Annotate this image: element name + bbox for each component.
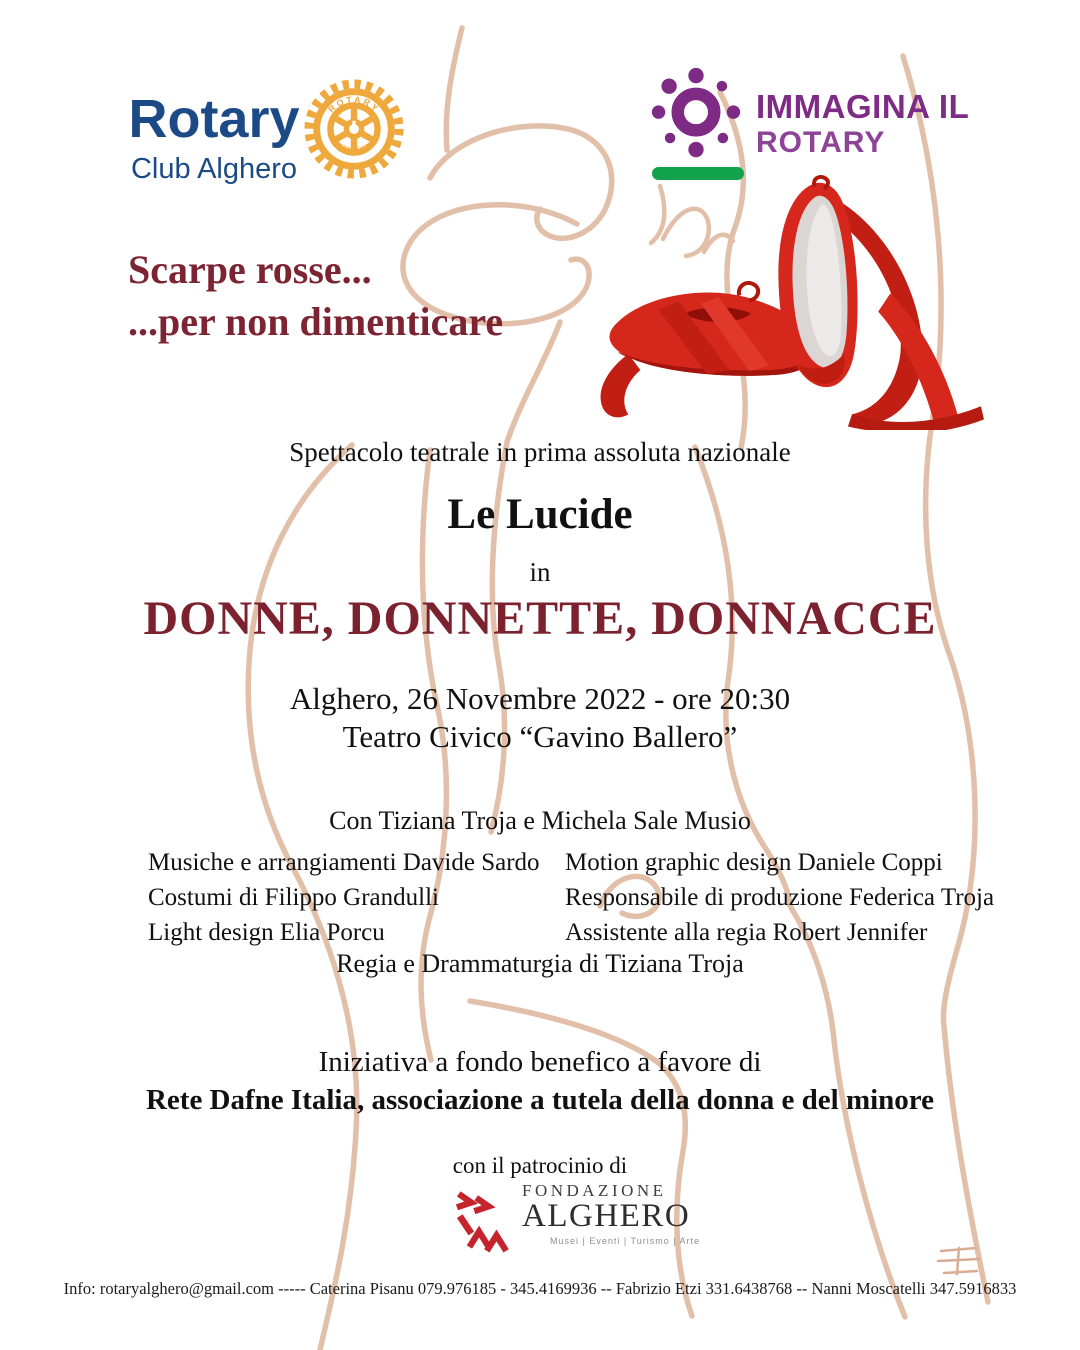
show-connector: in (529, 557, 551, 587)
credit-item: Musiche e arrangiamenti Davide Sardo (148, 849, 540, 876)
tagline (128, 244, 503, 348)
wheel-text-bottom: INTERNATIONAL (329, 134, 379, 154)
tagline-line2: ...per non dimenticare (128, 299, 504, 344)
charity-line2: Rete Dafne Italia, associazione a tutela della donna e del minore (145, 1084, 935, 1116)
rotary-wheel-icon (303, 70, 405, 188)
foundation-name-line2: ALGHERO (522, 1198, 691, 1234)
charity-line1: Iniziativa a fondo benefico a favore di (318, 1046, 762, 1078)
credits-left-column (148, 845, 588, 950)
tagline-line1: Scarpe rosse... (128, 247, 372, 292)
credit-item: Light design Elia Porcu (148, 919, 385, 946)
fondazione-alghero-mark (452, 1182, 510, 1254)
credit-item: Assistente alla regia Robert Jennifer (565, 919, 928, 946)
ribbon-lying-left (601, 354, 641, 418)
foundation-tagline: Musei | Eventi | Turismo | Arte (550, 1236, 701, 1246)
wheel-keyway (352, 121, 355, 125)
imagine-rotary-icon (648, 66, 744, 162)
rotary-club-name: Club Alghero (130, 153, 298, 185)
rotary-club-logo (118, 89, 310, 185)
imagine-ring (678, 94, 714, 130)
fondazione-alghero-logo (452, 1182, 700, 1254)
credit-item: Motion graphic design Daniele Coppi (565, 849, 943, 876)
imagine-green-bar (652, 167, 744, 180)
show-title: DONNE, DONNETTE, DONNACCE (143, 592, 937, 645)
imagine-line2: ROTARY (756, 126, 886, 159)
credit-item: Responsabile di produzione Federica Troja (565, 884, 995, 911)
fondazione-alghero-text (522, 1182, 700, 1246)
show-date: Alghero, 26 Novembre 2022 - ore 20:30 (289, 681, 791, 716)
wheel-text-top: ROTARY (326, 94, 382, 115)
company-name: Le Lucide (447, 491, 633, 538)
footer-contact-info: Info: rotaryalghero@gmail.com ----- Caterina Pisanu 079.976185 - 345.4169936 -- Fabrizio Etzi 331.6438768 -- Nanni Moscatelli 347.5916833 (63, 1279, 1017, 1298)
foundation-name-line1: FONDAZIONE (522, 1181, 667, 1200)
figure-hairline (446, 28, 462, 150)
show-kicker: Spettacolo teatrale in prima assoluta nazionale (289, 437, 791, 467)
imagine-line1: IMMAGINA IL (756, 88, 970, 125)
rotary-wordmark: Rotary (128, 89, 300, 149)
patronage-label: con il patrocinio di (452, 1153, 628, 1178)
wheel-hub-hole (349, 124, 359, 134)
credits-right-column (565, 845, 1055, 950)
starring-line: Con Tiziana Troja e Michela Sale Musio (329, 806, 751, 835)
credit-item: Costumi di Filippo Grandulli (148, 884, 439, 911)
figure-hair-sweep (430, 126, 612, 239)
imagine-rotary-wordmark (756, 90, 969, 158)
artist-signature-glyph (938, 1248, 979, 1274)
show-venue: Teatro Civico “Gavino Ballero” (342, 719, 738, 754)
pointe-shoes-illustration (588, 172, 986, 430)
direction-line: Regia e Drammaturgia di Tiziana Troja (336, 949, 744, 978)
